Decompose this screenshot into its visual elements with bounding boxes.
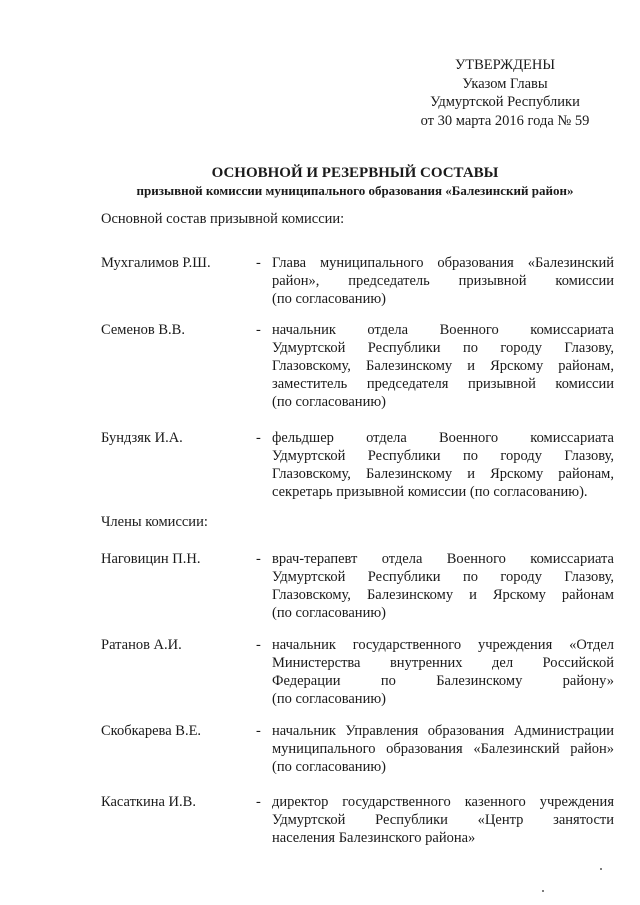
approval-line: Удмуртской Республики [430,94,580,110]
member-dash: - [256,255,261,271]
member-role-line: (по согласованию) [272,759,386,775]
scan-speck [600,868,602,870]
member-name: Мухгалимов Р.Ш. [101,255,211,271]
document-subtitle: призывной комиссии муниципального образования «Балезинский район» [136,183,574,198]
approval-line: от 30 марта 2016 года № 59 [420,112,590,129]
member-dash: - [256,551,261,567]
member-role-line: начальник государственного учреждения «Отдел [272,637,614,653]
member-role-line: фельдшер отдела Военного комиссариата [272,430,614,446]
member-role-line: Удмуртской Республики по городу Глазову, [272,448,614,464]
member-role-line: Глазовскому, Балезинскому и Ярскому районам [272,587,614,603]
member-role-line: Удмуртской Республики по городу Глазову, [272,569,614,585]
scan-speck [542,890,544,892]
approval-line: Указом Главы [462,75,548,92]
member-name: Наговицин П.Н. [101,551,201,567]
member-role-line: врач-терапевт отдела Военного комиссариата [272,551,614,567]
member-name: Семенов В.В. [101,322,185,338]
member-role-line: Глава муниципального образования «Балезинский [272,255,614,271]
member-role [272,550,614,622]
member-dash: - [256,322,261,338]
member-role-line: район», председатель призывной комиссии [272,273,614,289]
member-role-line: начальник Управления образования Администрации [272,723,614,739]
member-role [272,722,614,776]
member-role-line: Федерации по Балезинскому району» [272,673,614,689]
member-name: Касаткина И.В. [101,794,196,810]
member-role-line: (по согласованию) [272,394,386,410]
member-role-line: (по согласованию) [272,691,386,707]
members-section-heading: Члены комиссии: [101,514,208,530]
member-role-line: муниципального образования «Балезинский район» [272,741,614,757]
member-role-line: Глазовскому, Балезинскому и Ярскому районам, [272,358,614,374]
approval-line: УТВЕРЖДЕНЫ [454,57,556,73]
member-dash: - [256,794,261,810]
member-name: Бундзяк И.А. [101,430,183,446]
member-role-line: секретарь призывной комиссии (по согласованию). [272,484,588,500]
member-dash: - [256,430,261,446]
member-role [272,429,614,501]
member-role-line: заместитель председателя призывной комиссии [272,376,614,392]
member-name: Скобкарева В.Е. [101,723,202,739]
member-role-line: Министерства внутренних дел Российской [272,655,614,671]
member-role [272,254,614,308]
member-role-line: Удмуртской Республики по городу Глазову, [272,340,614,356]
member-role-line: директор государственного казенного учреждения [272,794,614,810]
member-role-line: Удмуртской Республики «Центр занятости [272,812,614,828]
member-dash: - [256,637,261,653]
member-role-line: населения Балезинского района» [272,830,476,846]
member-role [272,793,614,847]
member-role-line: (по согласованию) [272,291,386,307]
member-dash: - [256,723,261,739]
member-role [272,321,614,411]
document-title: ОСНОВНОЙ И РЕЗЕРВНЫЙ СОСТАВЫ [211,165,499,181]
member-role-line: (по согласованию) [272,605,386,621]
main-section-heading: Основной состав призывной комиссии: [101,211,345,227]
approval-block [400,56,610,130]
member-role-line: Глазовскому, Балезинскому и Ярскому районам, [272,466,614,482]
member-role-line: начальник отдела Военного комиссариата [272,322,614,338]
member-role [272,636,614,708]
member-name: Ратанов А.И. [101,637,182,653]
